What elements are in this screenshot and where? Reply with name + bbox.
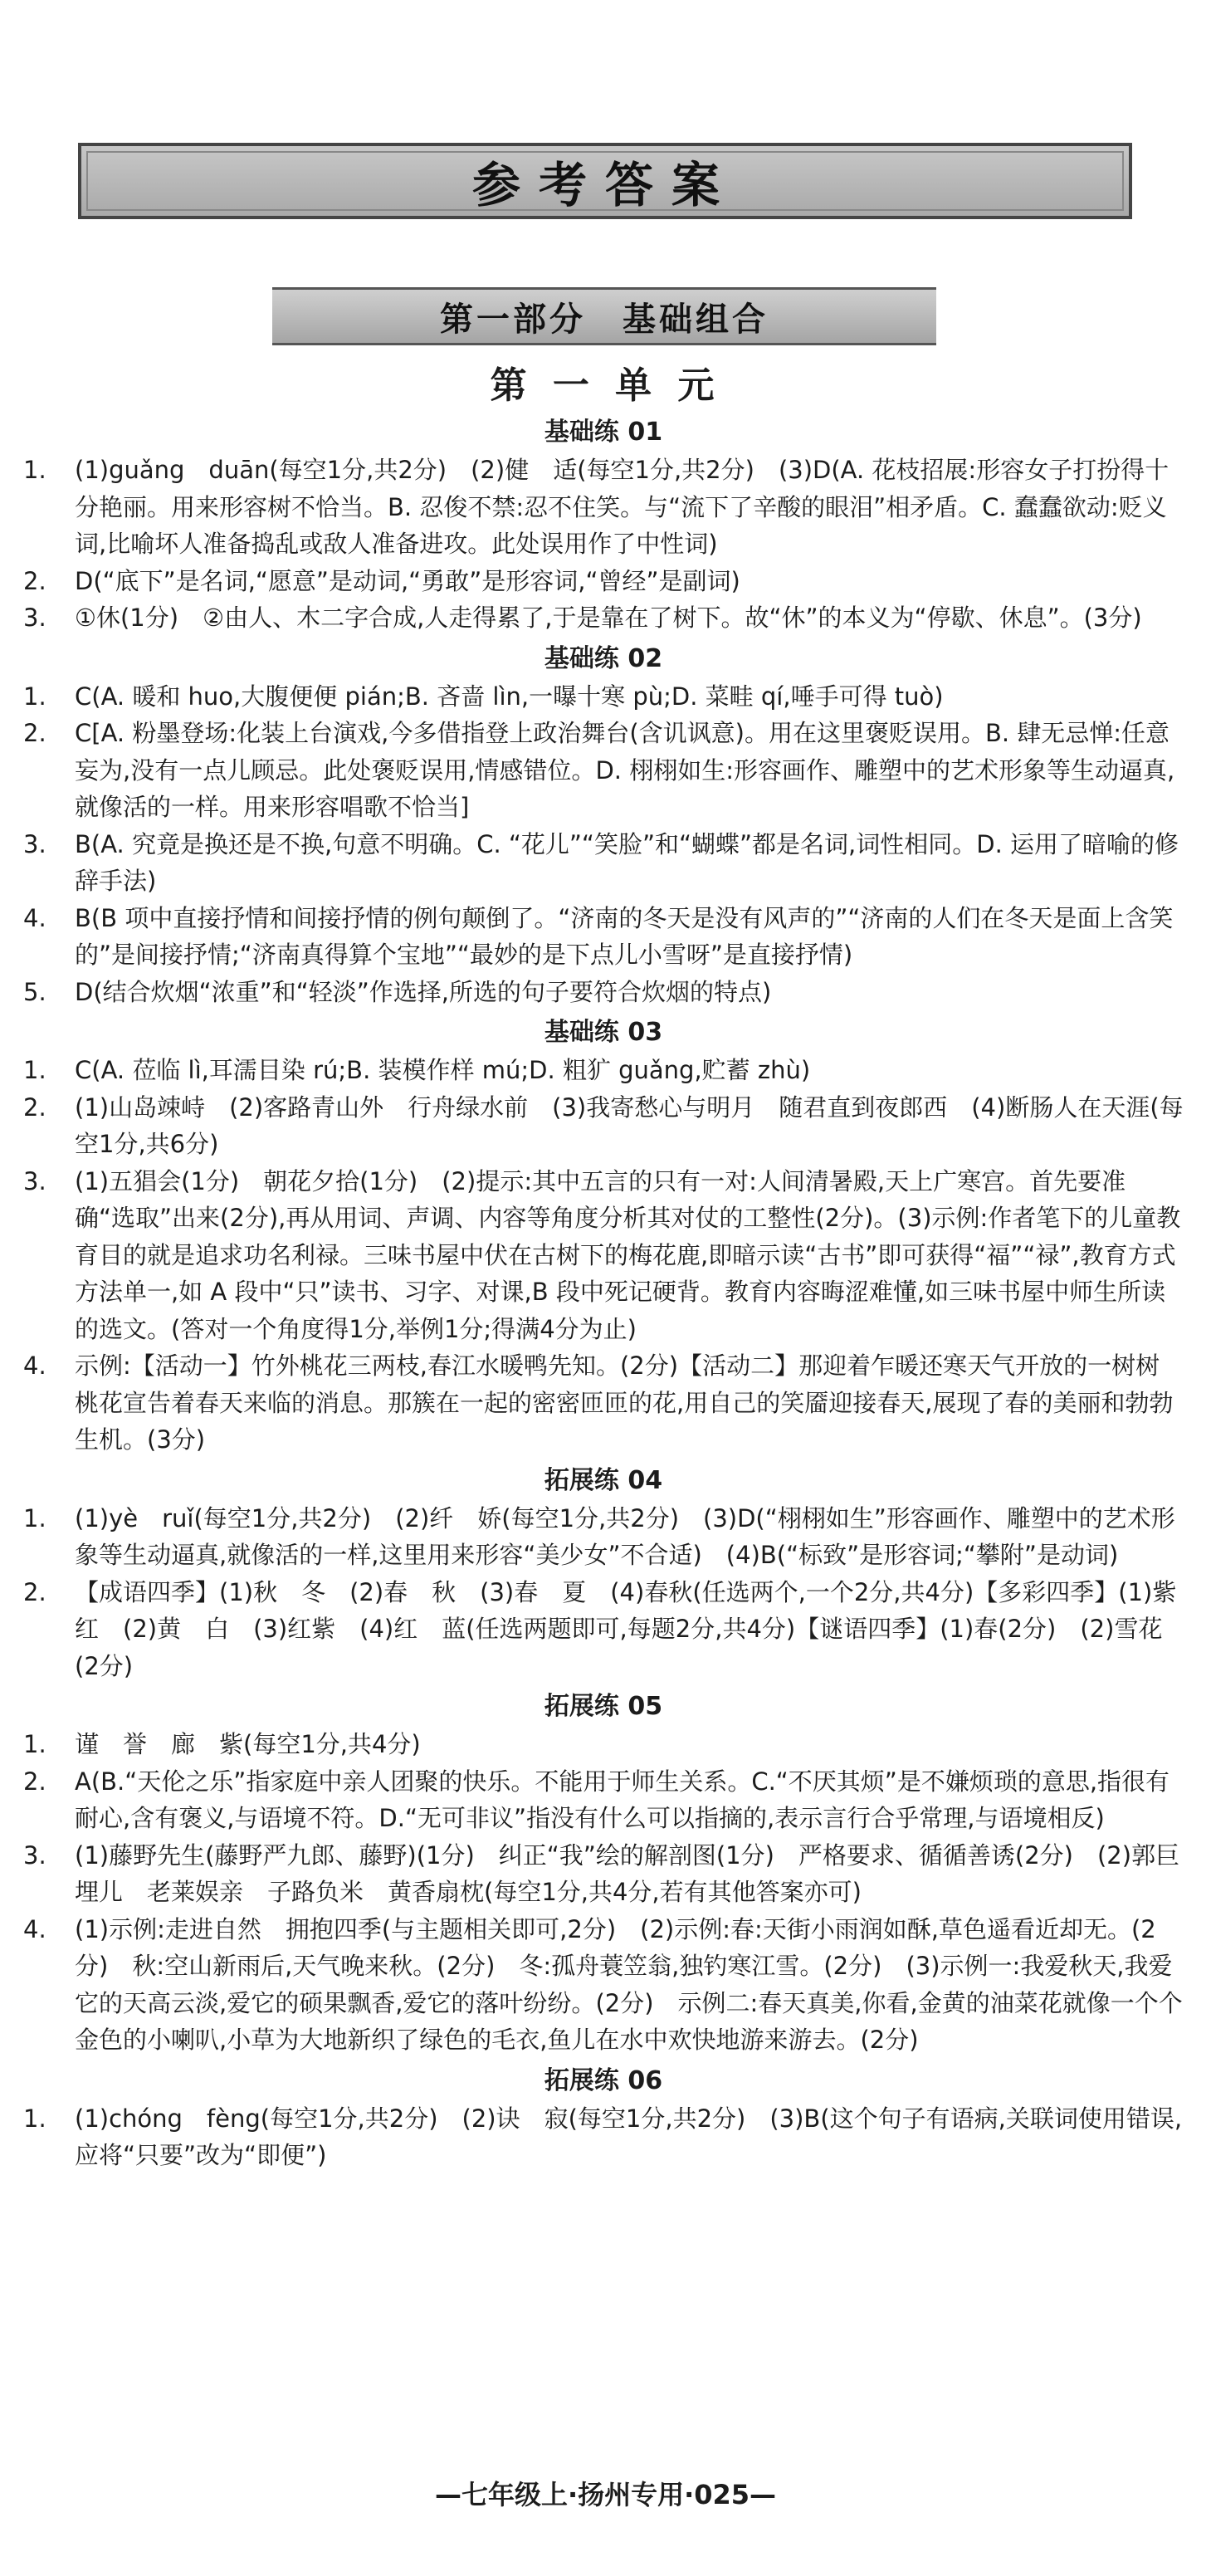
answer-item [23, 678, 1184, 716]
answer-number: 3. [23, 1166, 46, 1195]
answer-text: C(A. 莅临 lì,耳濡目染 rú;B. 装模作样 mú;D. 粗犷 guǎng,贮蓄 zhù) [75, 1056, 811, 1084]
answer-number: 4. [23, 1352, 46, 1380]
answer-text: (1)五猖会(1分) 朝花夕拾(1分) (2)提示:其中五言的只有一对:人间清暑殿,天上广寒宫。首先要准确“选取”出来(2分),再从用词、声调、内容等角度分析其对仗的工整性(2分)。(3)示例:作者笔下的儿童教育目的就是追求功名利禄。三味书屋中伏在古树下的梅花鹿,即暗示读“古书”即可获得“福”“禄”,教育方式方法单一,如 A 段中“只”读书、习字、对课,B 段中死记硬背。教育内容晦涩难懂,如三味书屋中师生所读的选文。(答对一个角度得1分,举例1分;得满4分为止) [75, 1166, 1181, 1343]
answer-text: C[A. 粉墨登场:化装上台演戏,今多借指登上政治舞台(含讥讽意)。用在这里褒贬误用。B. 肆无忌惮:任意妄为,没有一点儿顾忌。此处褒贬误用,情感错位。D. 栩栩如生:形容画作、雕塑中的艺术形象等生动逼真,就像活的一样。用来形容唱歌不恰当] [75, 719, 1175, 821]
answer-item [23, 1837, 1184, 1911]
answer-number: 2. [23, 1092, 46, 1122]
answer-text: B(A. 究竟是换还是不换,句意不明确。C. “花儿”“笑脸”和“蝴蝶”都是名词,词性相同。D. 运用了暗喻的修辞手法) [75, 829, 1179, 895]
answer-number: 4. [23, 1914, 46, 1943]
answer-text: 示例:【活动一】竹外桃花三两枝,春江水暖鸭先知。(2分)【活动二】那迎着乍暖还寒天气开放的一树树桃花宣告着春天来临的消息。那簇在一起的密密匝匝的花,用自己的笑靥迎接春天,展现了春的美丽和勃勃生机。(3分) [75, 1352, 1174, 1454]
answer-number: 3. [23, 604, 46, 632]
page-title: 参考答案 [471, 157, 738, 213]
answer-number: 1. [23, 1730, 46, 1758]
section-heading: 基础练 02 [544, 643, 663, 673]
answer-number: 1. [23, 682, 46, 711]
answer-number: 2. [23, 1767, 46, 1796]
answer-text: A(B.“天伦之乐”指家庭中亲人团聚的快乐。不能用于师生关系。C.“不厌其烦”是不嫌烦琐的意思,指很有耐心,含有褒义,与语境不符。D.“无可非议”指没有什么可以指摘的,表示言行合乎常理,与语境相反) [75, 1767, 1170, 1832]
answer-number: 2. [23, 566, 46, 595]
answer-item [23, 1052, 1184, 1089]
part-title: 第一部分 基础组合 [440, 300, 769, 339]
answer-item [23, 2100, 1184, 2174]
answer-item [23, 1347, 1184, 1459]
page-footer: —七年级上·扬州专用·025— [434, 2479, 777, 2510]
answer-text: B(B 项中直接抒情和间接抒情的例句颠倒了。“济南的冬天是没有风声的”“济南的人们在冬天是面上含笑的”是间接抒情;“济南真得算个宝地”“最妙的是下点儿小雪呀”是直接抒情) [75, 903, 1174, 969]
section-heading: 基础练 03 [544, 1018, 663, 1047]
answer-text: (1)guǎng duān(每空1分,共2分) (2)健 适(每空1分,共2分) (3)D(A. 花枝招展:形容女子打扮得十分艳丽。用来形容树不恰当。B. 忍俊不禁:忍不住笑。与“流下了辛酸的眼泪”相矛盾。C. 蠢蠢欲动:贬义词,比喻坏人准备捣乱或敌人准备进攻。此处误用作了中性词) [75, 456, 1169, 558]
answer-text: ①休(1分) ②由人、木二字合成,人走得累了,于是靠在了树下。故“休”的本义为“停歇、休息”。(3分) [75, 604, 1142, 632]
section-heading: 拓展练 04 [544, 1465, 663, 1495]
answer-item [23, 1163, 1184, 1348]
answer-item [23, 599, 1184, 637]
answer-text: 【成语四季】(1)秋 冬 (2)春 秋 (3)春 夏 (4)春秋(任选两个,一个2分,共4分)【多彩四季】(1)紫 红 (2)黄 白 (3)红紫 (4)红 蓝(任选两题即可,每题2分,共4分)【谜语四季】(1)春(2分) (2)雪花(2分) [75, 1577, 1201, 1680]
answer-item [23, 826, 1184, 900]
part-title-banner [272, 287, 936, 345]
section-heading: 基础练 01 [544, 418, 663, 447]
answer-item [23, 1726, 1184, 1763]
answer-text: D(结合炊烟“浓重”和“轻淡”作选择,所选的句子要符合炊烟的特点) [75, 977, 772, 1006]
answer-number: 1. [23, 2104, 46, 2133]
answer-number: 1. [23, 1056, 46, 1084]
answer-text: 谨 誉 廊 紫(每空1分,共4分) [75, 1730, 421, 1758]
answer-content [23, 410, 1201, 2174]
section-heading: 拓展练 06 [544, 2065, 663, 2095]
answer-number: 3. [23, 829, 46, 858]
answer-item [23, 715, 1184, 826]
answer-number: 1. [23, 1503, 46, 1532]
answer-item [23, 1500, 1184, 1574]
section-heading: 拓展练 05 [544, 1692, 663, 1721]
answer-item [23, 900, 1184, 974]
page-title-banner [78, 143, 1132, 219]
answer-item [23, 974, 1184, 1011]
answer-item [23, 1911, 1184, 2059]
unit-title: 第 一 单 元 [490, 364, 721, 407]
answer-item [23, 1763, 1184, 1837]
answer-number: 4. [23, 903, 46, 932]
answer-number: 2. [23, 1577, 46, 1606]
answer-item [23, 1574, 1201, 1685]
answer-item [23, 1089, 1184, 1163]
answer-number: 2. [23, 719, 46, 747]
answer-text: D(“底下”是名词,“愿意”是动词,“勇敢”是形容词,“曾经”是副词) [75, 566, 740, 595]
answer-item [23, 563, 1184, 600]
answer-item [23, 452, 1184, 563]
answer-number: 1. [23, 456, 46, 484]
answer-text: C(A. 暖和 huo,大腹便便 pián;B. 吝啬 lìn,一曝十寒 pù;D. 菜畦 qí,唾手可得 tuò) [75, 682, 944, 711]
answer-text: (1)山岛竦峙 (2)客路青山外 行舟绿水前 (3)我寄愁心与明月 随君直到夜郎西 (4)断肠人在天涯(每空1分,共6分) [75, 1092, 1184, 1158]
answer-text: (1)chóng fèng(每空1分,共2分) (2)诀 寂(每空1分,共2分) (3)B(这个句子有语病,关联词使用错误,应将“只要”改为“即便”) [75, 2104, 1183, 2169]
answer-number: 5. [23, 977, 46, 1006]
answer-number: 3. [23, 1840, 46, 1870]
answer-text: (1)yè ruǐ(每空1分,共2分) (2)纤 娇(每空1分,共2分) (3)D(“栩栩如生”形容画作、雕塑中的艺术形象等生动逼真,就像活的一样,这里用来形容“美少女”不合适) (4)B(“标致”是形容词;“攀附”是动词) [75, 1503, 1175, 1569]
answer-text: (1)藤野先生(藤野严九郎、藤野)(1分) 纠正“我”绘的解剖图(1分) 严格要求、循循善诱(2分) (2)郭巨埋儿 老莱娱亲 子路负米 黄香扇枕(每空1分,共4分,若有其他答案亦可) [75, 1840, 1180, 1906]
answer-text: (1)示例:走进自然 拥抱四季(与主题相关即可,2分) (2)示例:春:天街小雨润如酥,草色遥看近却无。(2分) 秋:空山新雨后,天气晚来秋。(2分) 冬:孤舟蓑笠翁,独钓寒江雪。(2分) (3)示例一:我爱秋天,我爱它的天高云淡,爱它的硕果飘香,爱它的落叶纷纷。(2分) 示例二:春天真美,你看,金黄的油菜花就像一个个金色的小喇叭,小草为大地新织了绿色的毛衣,鱼儿在水中欢快地游来游去。(2分) [75, 1914, 1183, 2054]
